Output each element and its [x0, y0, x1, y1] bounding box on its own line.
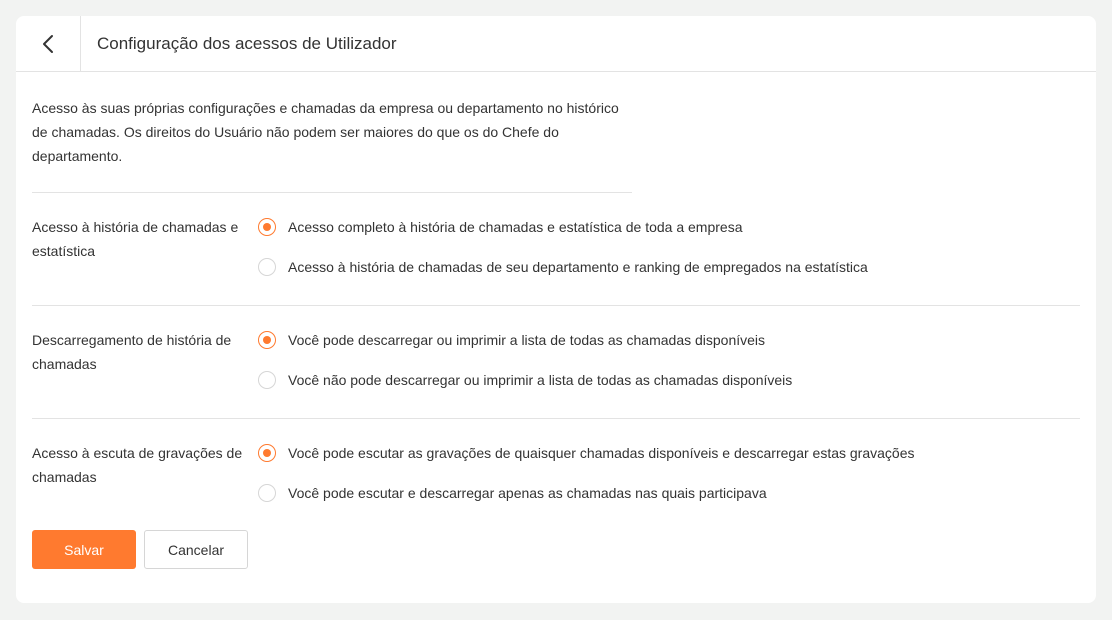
settings-content [16, 72, 1096, 569]
radio-unchecked-icon[interactable] [258, 258, 276, 276]
radio-option-own-recordings[interactable] [258, 481, 915, 505]
radio-option-department-access[interactable] [258, 255, 868, 279]
radio-option-label: Você pode escutar e descarregar apenas as chamadas nas quais participava [288, 485, 767, 501]
chevron-left-icon [42, 34, 54, 54]
radio-option-all-recordings[interactable] [258, 441, 915, 465]
back-button[interactable] [16, 16, 81, 71]
access-settings-card [16, 16, 1096, 603]
radio-option-can-download[interactable] [258, 328, 792, 352]
radio-unchecked-icon[interactable] [258, 371, 276, 389]
setting-call-history-access [32, 193, 1080, 306]
radio-option-label: Acesso à história de chamadas de seu departamento e ranking de empregados na estatística [288, 259, 868, 275]
radio-group [258, 215, 868, 305]
radio-option-label: Você pode escutar as gravações de quaisquer chamadas disponíveis e descarregar estas gravações [288, 445, 915, 461]
setting-label: Acesso à escuta de gravações de chamadas [32, 445, 243, 485]
radio-option-full-company-access[interactable] [258, 215, 868, 239]
page-header [16, 16, 1096, 72]
radio-group [258, 328, 792, 418]
radio-checked-icon[interactable] [258, 331, 276, 349]
cancel-button[interactable]: Cancelar [144, 530, 248, 569]
page-title: Configuração dos acessos de Utilizador [97, 33, 397, 53]
radio-checked-icon[interactable] [258, 218, 276, 236]
access-description: Acesso às suas próprias configurações e chamadas da empresa ou departamento no histórico de chamadas. Os direitos do Usuário não podem ser maiores do que os do Chefe do departamento. [32, 72, 632, 193]
radio-option-label: Acesso completo à história de chamadas e estatística de toda a empresa [288, 219, 743, 235]
setting-history-download [32, 306, 1080, 419]
radio-option-label: Você pode descarregar ou imprimir a lista de todas as chamadas disponíveis [288, 332, 766, 348]
radio-option-cannot-download[interactable] [258, 368, 792, 392]
setting-label: Acesso à história de chamadas e estatística [32, 219, 239, 259]
radio-unchecked-icon[interactable] [258, 484, 276, 502]
form-actions [32, 530, 1080, 569]
radio-option-label: Você não pode descarregar ou imprimir a lista de todas as chamadas disponíveis [288, 372, 793, 388]
radio-group [258, 441, 915, 530]
setting-recordings-access [32, 419, 1080, 530]
save-button[interactable]: Salvar [32, 530, 136, 569]
setting-label: Descarregamento de história de chamadas [32, 332, 232, 372]
radio-checked-icon[interactable] [258, 444, 276, 462]
